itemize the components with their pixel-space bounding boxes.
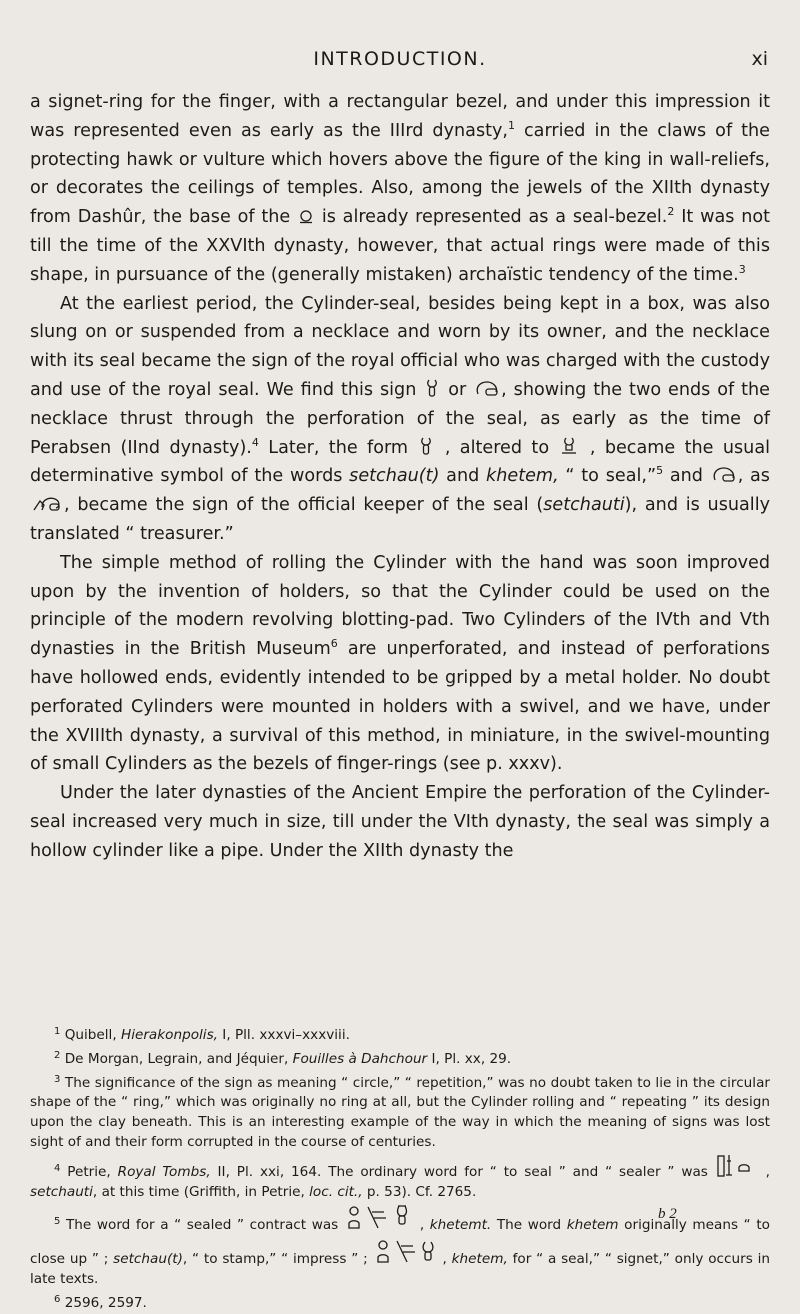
footnotes — [30, 1022, 770, 1314]
text-run: , — [419, 1217, 430, 1234]
text-run: are unperforated, and instead of perforations have hollowed ends, evidently intended to be gripped by a metal holder. No doubt perforated Cylinders were mounted in holders with a swivel, and we have, under the XVIIIth dynasty, a survival of this method, in miniature, in the swivel-mounting of small Cylinders as the bezels of finger-rings (see p. xxxv). — [30, 639, 770, 775]
footnote-reference: 4 — [251, 435, 259, 449]
text-run: , showing the two ends of the necklace thrust through the perforation of the seal, as early as the time of Perabsen (IInd dynasty). — [30, 379, 770, 458]
footnote-reference: 3 — [738, 262, 746, 276]
signature-mark: b 2 — [658, 1206, 677, 1222]
italic-text: loc. cit., — [309, 1183, 363, 1200]
footnote — [30, 1290, 770, 1314]
text-run: The word — [491, 1217, 567, 1234]
seal-necklace-hieroglyph-icon — [475, 380, 499, 398]
running-head — [30, 48, 770, 78]
text-run: De Morgan, Legrain, and Jéquier, — [60, 1050, 293, 1067]
seal-official-hieroglyph-icon — [32, 495, 62, 513]
italic-text: khetem, — [451, 1251, 508, 1268]
body-text — [30, 88, 770, 866]
italic-text: Royal Tombs, — [117, 1163, 211, 1180]
footnote-number: 3 — [54, 1073, 61, 1085]
italic-text: setchauti — [30, 1183, 93, 1200]
text-run: , altered to — [435, 437, 559, 458]
text-run: , at this time (Griffith, in Petrie, — [92, 1183, 310, 1200]
shen-ring-hieroglyph-icon — [299, 209, 313, 225]
seal-stamp-hieroglyph-icon — [560, 436, 578, 456]
text-run: II, Pl. xxi, 164. The ordinary word for “ to seal ” and “ sealer ” was — [210, 1163, 715, 1180]
text-run: carried in the claws of the protecting hawk or vulture which hovers above the figure of the king in wall-reliefs, or decorates the ceilings of temples. Also, among the jewels of the XIIth dynasty from Dashûr, the base of the — [30, 120, 770, 228]
italic-text: khetem, — [486, 466, 559, 487]
footnote-number: 4 — [54, 1162, 61, 1174]
footnote-reference: 5 — [656, 464, 664, 478]
footnote-number: 6 — [54, 1293, 61, 1305]
text-run: and — [439, 466, 487, 487]
text-run: , “ to stamp,” “ impress ” ; — [182, 1251, 373, 1268]
text-run: is already represented as a seal-bezel. — [315, 207, 668, 228]
text-run: Later, the form — [258, 437, 418, 458]
text-run: , — [758, 1163, 771, 1180]
text-run: and — [663, 466, 710, 487]
text-run: At the earliest period, the Cylinder-seal, besides being kept in a box, was also slung on or suspended from a necklace and worn by its owner, and the necklace with its seal became the sign of the royal official who was charged with the custody and use of the royal seal. We find this sign — [30, 293, 770, 400]
text-run: The simple method of rolling the Cylinder with the hand was soon improved upon by the invention of holders, so that the Cylinder could be used on the principle of the modern revolving blotting-pad. Two Cylinders of the IVth and Vth dynasties in the British Museum — [30, 552, 770, 660]
paragraph — [30, 88, 770, 290]
text-run: , became the sign of the official keeper of the seal ( — [64, 495, 544, 516]
italic-text: khetem — [566, 1217, 619, 1234]
running-title: INTRODUCTION. — [313, 48, 487, 70]
footnote-number: 2 — [54, 1049, 61, 1061]
text-run: I, Pll. xxxvi–xxxviii. — [217, 1027, 350, 1043]
text-run: The word for a “ sealed ” contract was — [60, 1217, 344, 1234]
text-run: It was not till the time of the XXVIth dynasty, however, that actual rings were made of this shape, in pursuance of the (generally mistaken) archaïstic tendency of the time. — [30, 207, 771, 285]
text-run: or — [441, 379, 474, 400]
text-run: Quibell, — [60, 1027, 121, 1043]
text-run: , as — [737, 466, 770, 487]
setchauti-group-hieroglyph-icon — [717, 1153, 757, 1179]
italic-text: Hierakonpolis, — [120, 1027, 218, 1043]
text-run: ), and is usually translated “ treasurer.” — [30, 495, 770, 544]
footnote-number: 5 — [54, 1216, 61, 1228]
footnote-number: 1 — [54, 1026, 61, 1037]
text-run: “ to seal,” — [558, 466, 657, 487]
paragraph — [30, 549, 770, 779]
footnote-reference: 1 — [508, 118, 516, 132]
footnote-reference: 6 — [330, 637, 338, 651]
text-run: a signet-ring for the finger, with a rectangular bezel, and under this impression it was represented even as early as the IIIrd dynasty, — [30, 92, 770, 141]
italic-text: setchau(t) — [349, 466, 440, 487]
khetem-group-hieroglyph-icon — [375, 1236, 441, 1266]
page-number: xi — [751, 48, 768, 70]
text-run: The significance of the sign as meaning “ circle,” “ repetition,” was no doubt taken to lie in the circular shape of the “ ring,” which was originally no ring at all, but the Cylinder rolling and “ repeating ” its design upon the clay beneath. This is an interesting example of the way in which the meaning of signs was lost sight of and their form corrupted in the course of centuries. — [30, 1074, 770, 1150]
footnote — [30, 1070, 770, 1153]
text-run: , became the usual determinative symbol of the words — [30, 437, 770, 487]
seal-necklace-hieroglyph-icon — [712, 466, 736, 484]
text-run: for “ a seal,” “ signet,” only occurs in late texts. — [30, 1251, 770, 1287]
text-run: p. 53). Cf. 2765. — [362, 1183, 477, 1200]
text-run: 2596, 2597. — [60, 1294, 147, 1311]
footnote-reference: 2 — [667, 205, 675, 219]
seal-pendant-hieroglyph-icon — [425, 378, 439, 398]
seal-pendant-hieroglyph-icon — [419, 436, 433, 456]
italic-text: Fouilles à Dahchour — [292, 1050, 428, 1067]
paragraph — [30, 779, 770, 865]
italic-text: setchauti — [543, 495, 625, 516]
text-run: originally means “ to close up ” ; — [30, 1217, 770, 1268]
footnote — [30, 1022, 770, 1046]
text-run: , — [442, 1251, 452, 1268]
text-run: Petrie, — [60, 1163, 118, 1180]
text-run: Under the later dynasties of the Ancient Empire the perforation of the Cylinder-seal increased very much in size, till under the VIth dynasty, the seal was simply a hollow cylinder like a pipe. Under the XIIth dynasty the — [30, 783, 770, 861]
paragraph — [30, 290, 770, 549]
footnote — [30, 1046, 770, 1070]
text-run: I, Pl. xx, 29. — [427, 1050, 512, 1067]
footnote — [30, 1153, 770, 1203]
italic-text: setchau(t) — [113, 1251, 183, 1268]
khetemt-group-hieroglyph-icon — [346, 1202, 418, 1232]
italic-text: khetemt. — [429, 1217, 492, 1234]
